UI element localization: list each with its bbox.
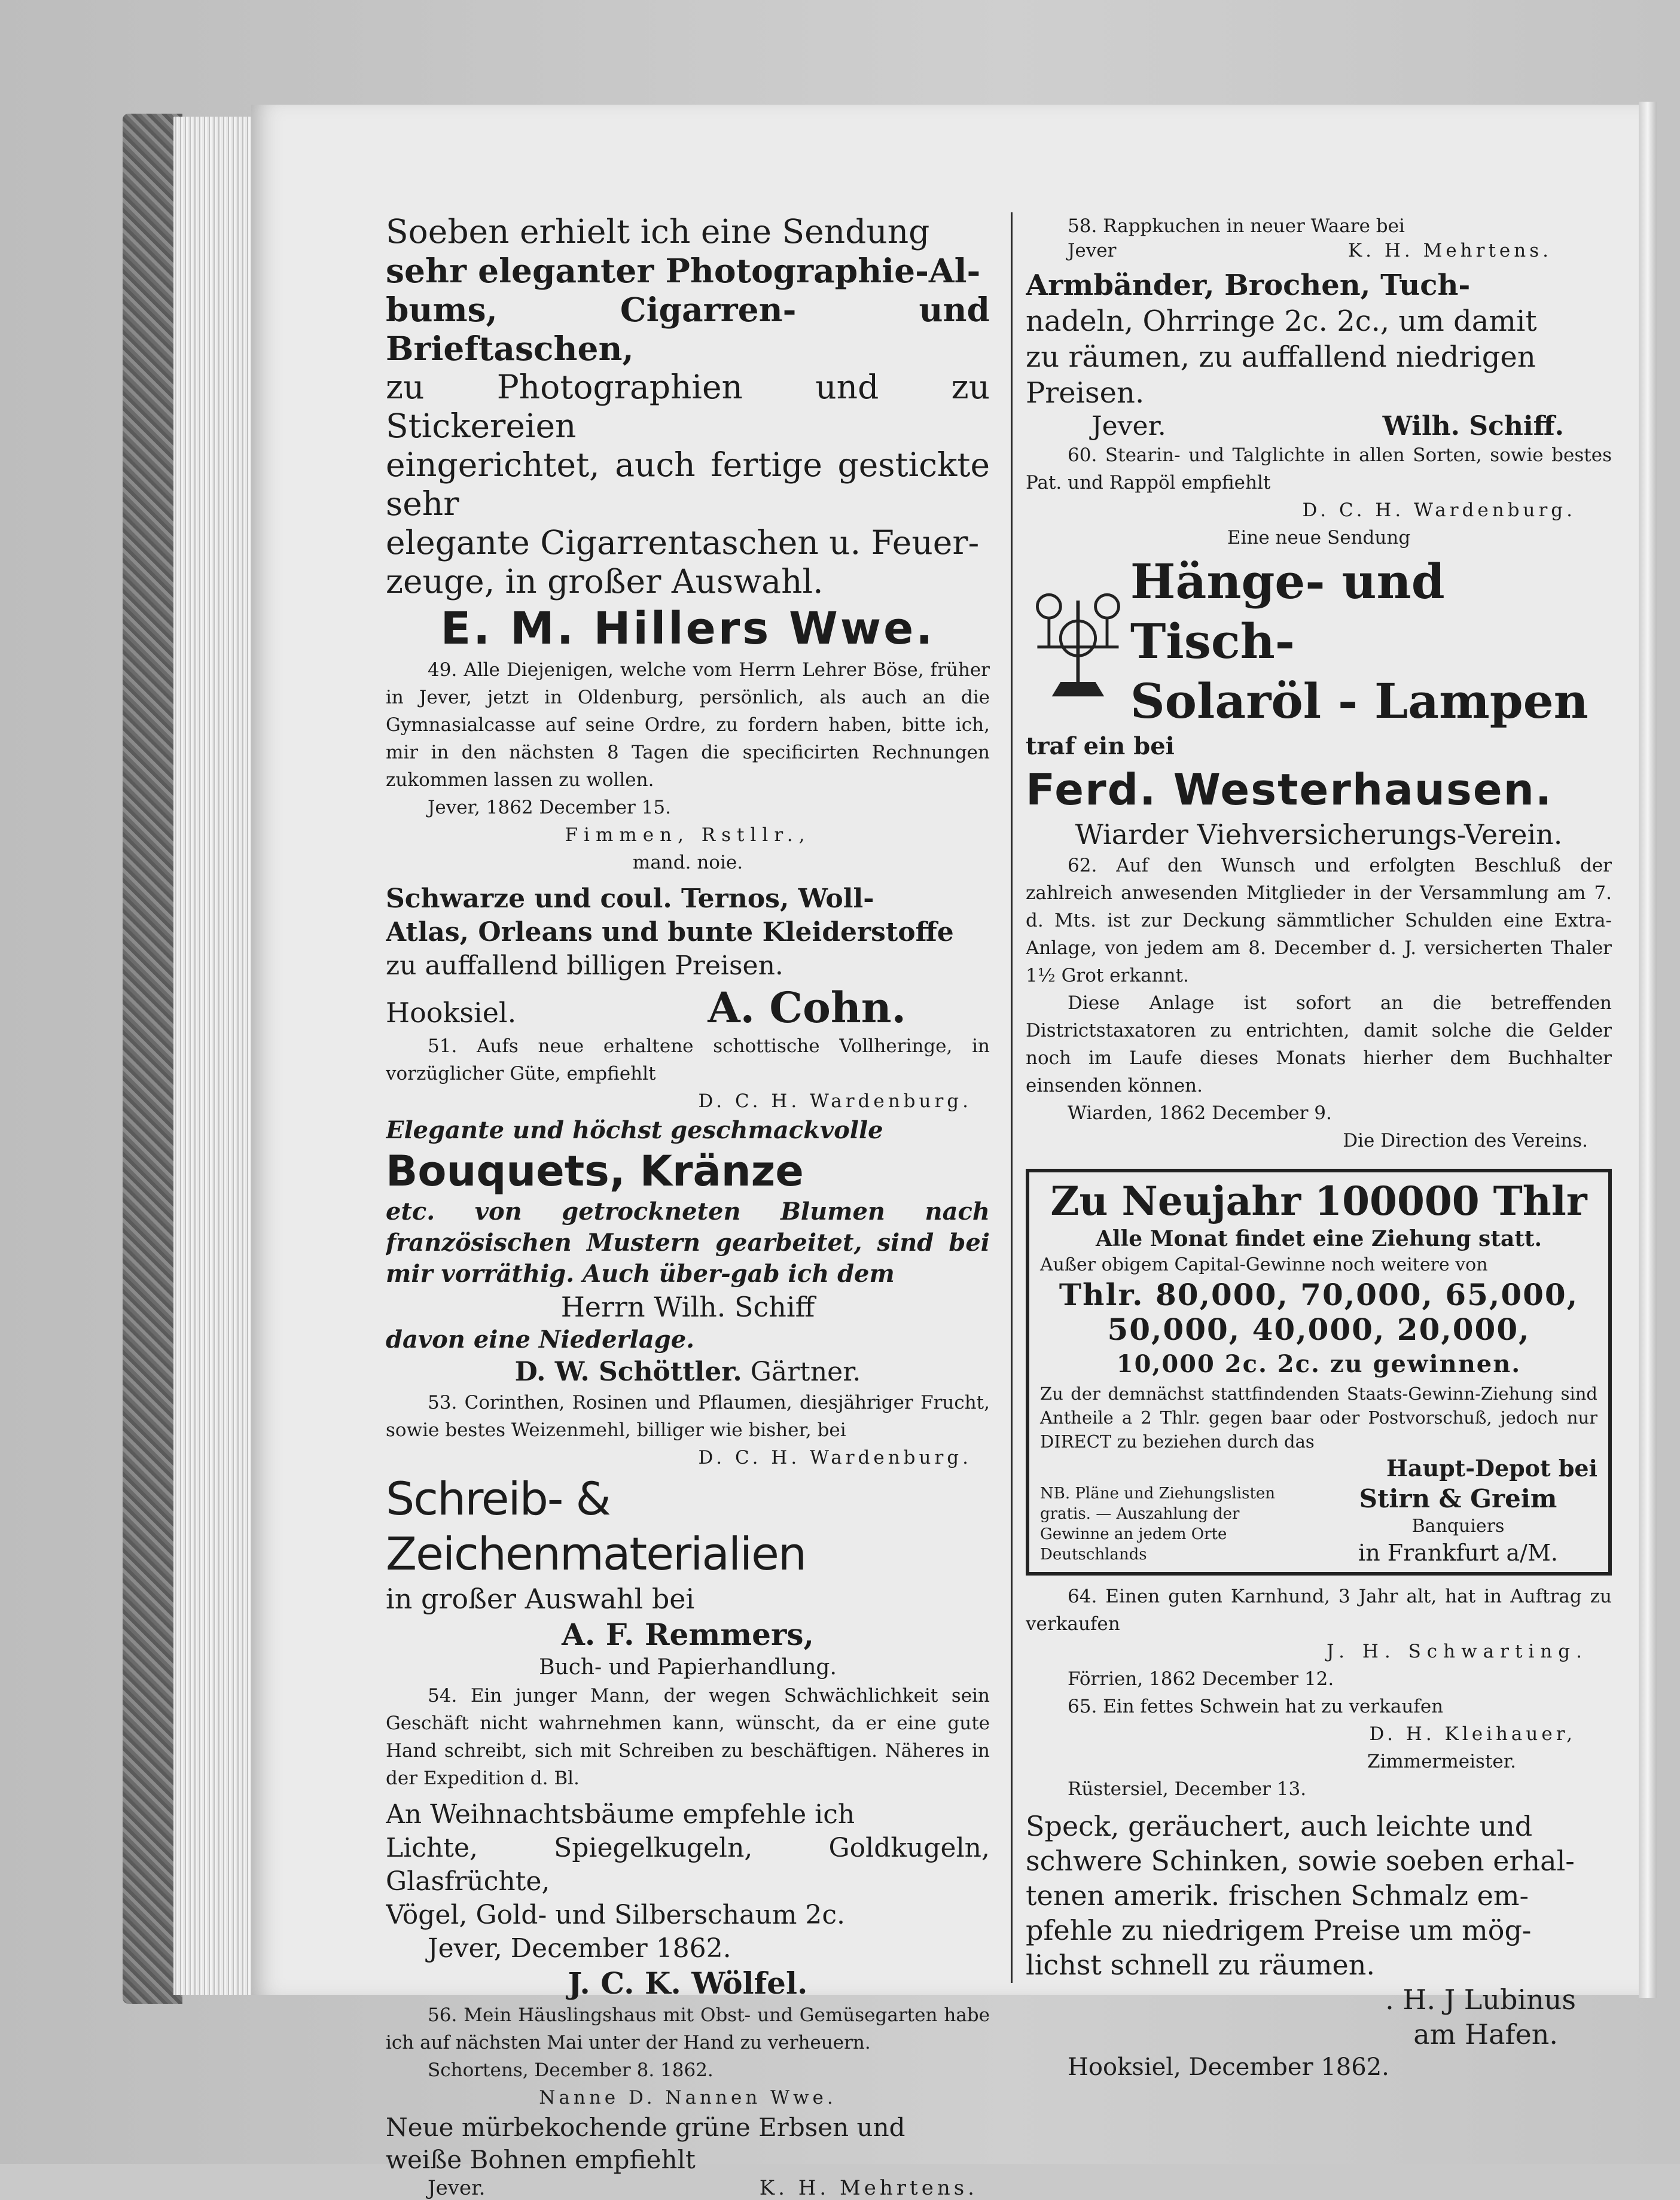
ad-lottery-box [1026,1169,1612,1576]
ad-55 [386,1798,990,2001]
signature-note: mand. noie. [632,852,743,873]
text-line: Herrn Wilh. Schiff [560,1291,815,1323]
ad-62 [1026,817,1612,1154]
text-line: Neue mürbekochende grüne Erbsen und [386,2113,905,2142]
lamp-icon [1026,581,1130,701]
signature: J. H. Schwarting. [1327,1641,1588,1662]
text-line: in großer Auswahl bei [386,1583,695,1615]
text-line: Alle Monat findet eine Ziehung statt. [1095,1226,1542,1251]
signature: K. H. Mehrtens. [1347,240,1552,261]
signature-schiff: Wilh. Schiff. [1382,411,1564,441]
column-divider [1011,212,1013,1983]
ad-text: 58. Rappkuchen in neuer Waare bei [1068,215,1405,237]
place-date: Wiarden, 1862 December 9. [1068,1102,1332,1124]
role: Gärtner. [750,1357,861,1387]
right-column [1026,212,1612,2083]
place-date: Jever, December 1862. [428,1933,731,1964]
ad-65 [1026,1693,1612,1803]
signature: D. C. H. Wardenburg. [698,1090,972,1112]
text-line: Außer obigem Capital-Gewinne noch weitere von [1040,1254,1488,1275]
signature-hillers: E. M. Hillers Wwe. [440,603,935,654]
ad-text: 49. Alle Diejenigen, welche vom Herrn Lehrer Böse, früher in Jever, jetzt in Oldenburg, persönlich, als auch an die Gymnasialcasse auf seine Ordre, zu fordern haben, bitte ich, mir in den nächsten 8 Tagen die specificirten Rechnungen zukommen lassen zu wollen. [386,659,990,791]
signature-westerhausen: Ferd. Westerhausen. [1026,764,1553,815]
headline-schreib: Schreib- & Zeichenmaterialien [386,1472,806,1580]
text-line: traf ein bei [1026,732,1175,760]
text-line: Buch- und Papierhandlung. [539,1655,837,1680]
text-line: zu räumen, zu auffallend niedrigen [1026,340,1536,374]
ad-text: 53. Corinthen, Rosinen und Pflaumen, diesjähriger Frucht, sowie bestes Weizenmehl, billiger wie bisher, bei [386,1392,990,1441]
ad-text: 62. Auf den Wunsch und erfolgten Beschluß der zahlreich anwesenden Mitglieder in der Versammlung am 7. d. Mts. ist zur Deckung sämmtlicher Schulden eine Extra-Anlage, von jedem am 8. December d. J. versicherten Thaler 1½ Grot erkannt. [1026,855,1612,986]
text-line: elegante Cigarrentaschen u. Feuer- [386,523,980,562]
text-line: in Frankfurt a/M. [1358,1540,1558,1566]
ad-text: 51. Aufs neue erhaltene schottische Vollheringe, in vorzüglicher Güte, empfiehlt [386,1035,990,1084]
headline-lamps-2: Solaröl - Lampen [1130,673,1588,729]
text-line: Vögel, Gold- und Silberschaum 2c. [386,1900,846,1930]
signature-stirn-greim: Stirn & Greim [1359,1484,1557,1513]
signature: D. C. H. Wardenburg. [1302,499,1576,521]
ad-66 [1026,1809,1612,2083]
place-date: Förrien, 1862 December 12. [1068,1668,1334,1690]
place: Hooksiel. [386,997,517,1029]
signature: Fimmen, Rstllr., [565,824,811,846]
text-line: tenen amerik. frischen Schmalz em- [1026,1879,1529,1912]
left-column [386,212,990,2200]
role: Zimmermeister. [1367,1751,1516,1772]
signature-remmers: A. F. Remmers, [562,1617,814,1652]
text-line: Atlas, Orleans und bunte Kleiderstoffe [386,917,954,947]
text-line: davon eine Niederlage. [386,1326,695,1354]
ad-text: 56. Mein Häuslingshaus mit Obst- und Gemüsegarten habe ich auf nächsten Mai unter der Hand zu verheuern. [386,2004,990,2053]
prize-amounts: 50,000, 40,000, 20,000, [1107,1312,1530,1347]
text-line: nadeln, Ohrringe 2c. 2c., um damit [1026,304,1537,338]
place: Jever [1068,240,1117,261]
ad-text: 65. Ein fettes Schwein hat zu verkaufen [1068,1696,1444,1717]
signature: Nanne D. Nannen Wwe. [539,2087,837,2108]
signature-woelfel: J. C. K. Wölfel. [568,1966,808,2001]
text-line: bums, Cigarren- und Brieftaschen, [386,290,990,368]
ad-bouquets [386,1115,990,1389]
place-date: Rüstersiel, December 13. [1068,1778,1307,1800]
headline-bouquets: Bouquets, Kränze [386,1147,804,1196]
place-date: Schortens, December 8. 1862. [428,2059,714,2081]
prize-amounts: 10,000 2c. 2c. zu gewinnen. [1116,1350,1522,1378]
signature: Die Direction des Vereins. [1343,1130,1588,1151]
prize-amounts: Thlr. 80,000, 70,000, 65,000, [1059,1277,1579,1312]
ad-49 [386,656,990,876]
signature: K. H. Mehrtens. [759,2176,978,2200]
text-line: Preisen. [1026,376,1145,410]
text-line: zu auffallend billigen Preisen. [386,950,783,981]
ad-60 [1026,441,1612,524]
text-line: An Weihnachtsbäume empfehle ich [386,1799,855,1830]
text-line: Lichte, Spiegelkugeln, Goldkugeln, Glasfrüchte, [386,1833,990,1897]
ad-photo-albums [386,212,990,656]
signature-cohn: A. Cohn. [708,983,906,1032]
page-edges [173,117,257,1995]
text-line: am Hafen. [1413,2018,1558,2050]
place: Jever. [428,2176,486,2200]
ad-54 [386,1682,990,1792]
text-line: Eine neue Sendung [1227,527,1411,549]
ad-59 [1026,267,1612,441]
ad-53 [386,1389,990,1471]
signature-lubinus: . H. J Lubinus [1385,1983,1576,2016]
ad-50 [386,882,990,1032]
text-line: Armbänder, Brochen, Tuch- [1026,269,1471,302]
ad-text: Diese Anlage ist sofort an die betreffenden Districtstaxatoren zu entrichten, damit solche die Gelder noch im Laufe dieses Monats hierher dem Buchhalter einsenden können. [1026,992,1612,1096]
text-line: Speck, geräuchert, auch leichte und [1026,1810,1533,1842]
text-line: Haupt-Depot bei [1386,1455,1597,1482]
text-line: schwere Schinken, sowie soeben erhal- [1026,1845,1575,1877]
place: Jever. [1091,411,1166,441]
text-line: lichst schnell zu räumen. [1026,1949,1376,1981]
ad-58 [1026,212,1612,261]
place-date: Hooksiel, December 1862. [1068,2053,1389,2081]
ad-text: Zu der demnächst stattfindenden Staats-Gewinn-Ziehung sind Antheile a 2 Thlr. gegen baar oder Postvorschuß, jedoch nur DIRECT zu beziehen durch das [1040,1384,1597,1452]
text-line: Soeben erhielt ich eine Sendung [386,212,930,251]
place-date: Jever, 1862 December 15. [428,797,671,818]
footnote: NB. Pläne und Ziehungslisten gratis. — Auszahlung der Gewinne an jedem Orte Deutschlands [1040,1485,1276,1564]
text-line: Elegante und höchst geschmackvolle [386,1116,883,1144]
signature: D. H. Kleihauer, [1369,1723,1576,1745]
ad-schreibmaterialien [386,1471,990,1682]
headline-lottery: Zu Neujahr 100000 Thlr [1050,1178,1587,1224]
ad-text: 54. Ein junger Mann, der wegen Schwächlichkeit sein Geschäft nicht wahrnehmen kann, wünscht, da er eine gute Hand schreibt, sich mit Schreiben zu beschäftigen. Näheres in der Expedition d. Bl. [386,1685,990,1789]
signature: D. C. H. Wardenburg. [698,1447,972,1468]
ad-lamps [1026,524,1612,817]
text-line: eingerichtet, auch fertige gestickte sehr [386,446,990,523]
text-line: Banquiers [1411,1516,1505,1537]
ad-text: 60. Stearin- und Talglichte in allen Sorten, sowie bestes Pat. und Rappöl empfiehlt [1026,444,1612,493]
ad-51 [386,1032,990,1115]
text-line: zeuge, in großer Auswahl. [386,562,824,601]
ad-56 [386,2001,990,2111]
headline-lamps-1: Hänge- und Tisch- [1130,553,1445,669]
text-line: sehr eleganter Photographie-Al- [386,251,981,290]
text-line: pfehle zu niedrigem Preise um mög- [1026,1914,1532,1946]
text-line: zu Photographien und zu Stickereien [386,368,990,445]
text-line: weiße Bohnen empfiehlt [386,2145,696,2174]
text-line: Schwarze und coul. Ternos, Woll- [386,883,874,914]
right-page-edge [1639,102,1657,1998]
ad-64 [1026,1583,1612,1693]
ad-57 [386,2111,990,2200]
signature-schoettler: D. W. Schöttler. [514,1357,742,1387]
section-title: Wiarder Viehversicherungs-Verein. [1075,818,1563,851]
ad-text: 64. Einen guten Karnhund, 3 Jahr alt, hat in Auftrag zu verkaufen [1026,1586,1612,1635]
text-block: etc. von getrockneten Blumen nach französischen Mustern gearbeitet, sind bei mir vorräthig. Auch über-gab ich dem [386,1197,990,1288]
